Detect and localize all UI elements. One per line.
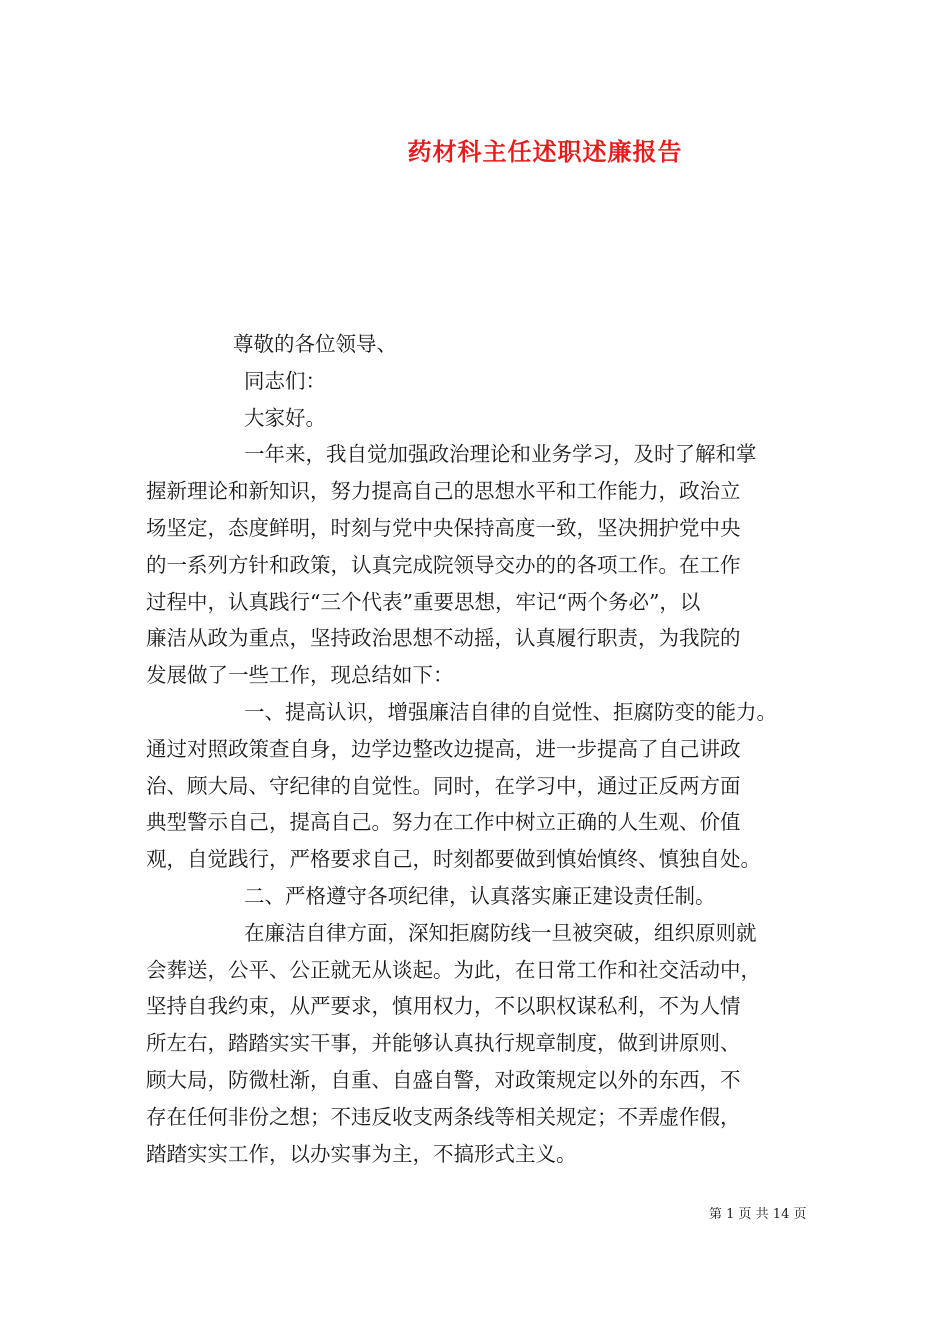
paragraph-line: 场坚定，态度鲜明，时刻与党中央保持高度一致，坚决拥护党中央 bbox=[146, 515, 741, 540]
paragraph-line: 存在任何非份之想；不违反收支两条线等相关规定；不弄虚作假， bbox=[146, 1104, 741, 1129]
paragraph-line: 观，自觉践行，严格要求自己，时刻都要做到慎始慎终、慎独自处。 bbox=[146, 847, 761, 872]
paragraph-line: 治、顾大局、守纪律的自觉性。同时，在学习中，通过正反两方面 bbox=[146, 773, 741, 798]
paragraph-line: 在廉洁自律方面，深知拒腐防线一旦被突破，组织原则就 bbox=[244, 920, 757, 945]
paragraph-line: 顾大局，防微杜渐，自重、自盛自警，对政策规定以外的东西，不 bbox=[146, 1067, 741, 1092]
paragraph-line: 会葬送，公平、公正就无从谈起。为此，在日常工作和社交活动中， bbox=[146, 957, 761, 982]
section-heading-1: 一、提高认识，增强廉洁自律的自觉性、拒腐防变的能力。 bbox=[244, 699, 777, 724]
salutation-line: 尊敬的各位领导、 bbox=[233, 332, 397, 356]
paragraph-line: 一年来，我自觉加强政治理论和业务学习，及时了解和掌 bbox=[244, 442, 757, 467]
paragraph-line: 的一系列方针和政策，认真完成院领导交办的的各项工作。在工作 bbox=[146, 552, 741, 577]
page-number: 第 1 页 共 14 页 bbox=[709, 1207, 807, 1222]
paragraph-line: 典型警示自己，提高自己。努力在工作中树立正确的人生观、价值 bbox=[146, 810, 741, 835]
paragraph-line: 坚持自我约束，从严要求，慎用权力，不以职权谋私利，不为人情 bbox=[146, 994, 741, 1019]
paragraph-line: 通过对照政策查自身，边学边整改边提高，进一步提高了自己讲政 bbox=[146, 736, 741, 761]
document-body bbox=[146, 326, 821, 1172]
document-title: 药材科主任述职述廉报告 bbox=[407, 137, 683, 166]
paragraph-line: 过程中，认真践行“三个代表”重要思想，牢记“两个务必”，以 bbox=[146, 589, 701, 614]
paragraph-line: 握新理论和新知识，努力提高自己的思想水平和工作能力，政治立 bbox=[146, 479, 741, 504]
paragraph-line: 所左右，踏踏实实干事，并能够认真执行规章制度，做到讲原则、 bbox=[146, 1031, 741, 1056]
greeting-line: 大家好。 bbox=[244, 405, 326, 430]
paragraph-line: 廉洁从政为重点，坚持政治思想不动摇，认真履行职责，为我院的 bbox=[146, 626, 741, 651]
section-heading-2: 二、严格遵守各项纪律，认真落实廉正建设责任制。 bbox=[244, 883, 716, 908]
paragraph-line: 踏踏实实工作，以办实事为主，不搞形式主义。 bbox=[146, 1141, 577, 1166]
salutation-line: 同志们： bbox=[244, 368, 326, 393]
paragraph-line: 发展做了一些工作，现总结如下： bbox=[146, 663, 454, 688]
